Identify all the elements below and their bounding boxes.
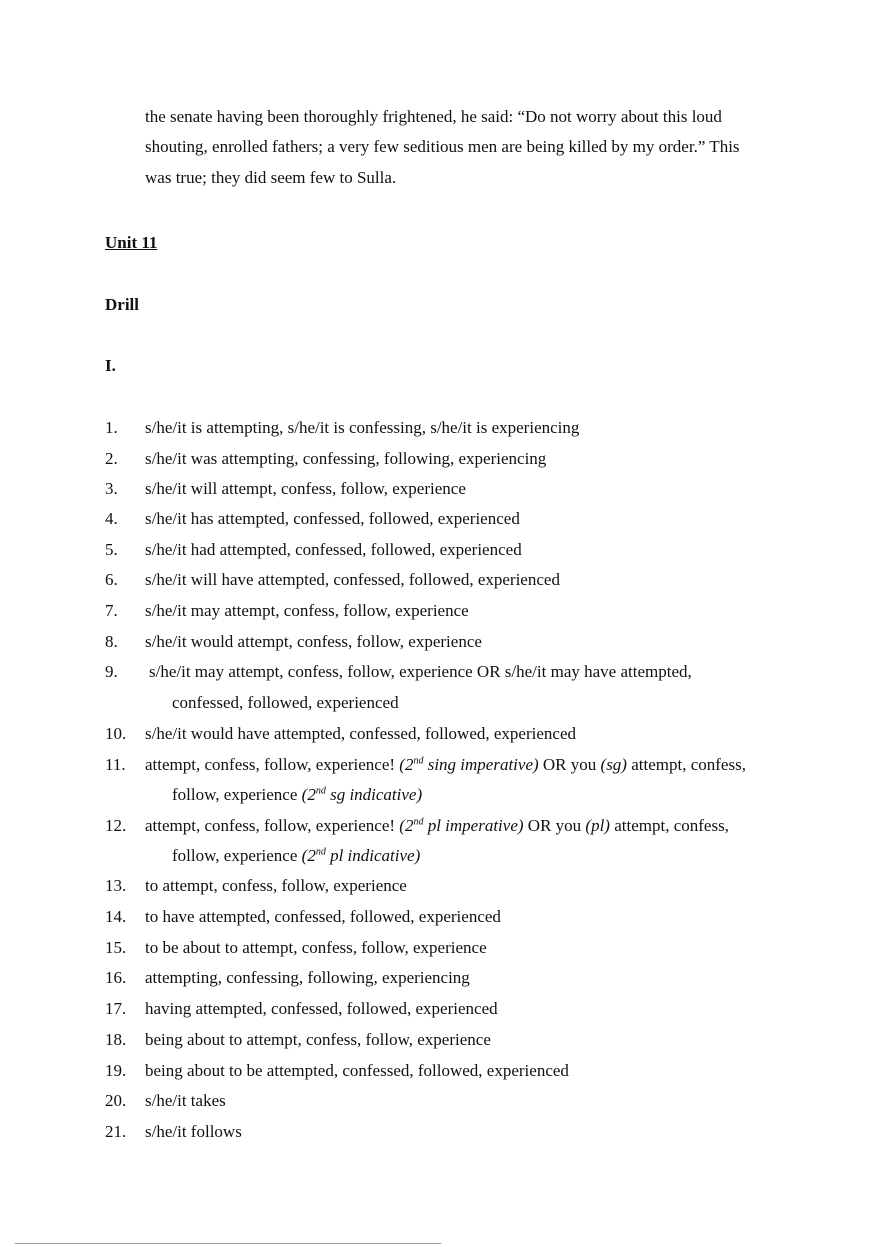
item-text: attempt, confess, bbox=[609, 816, 729, 835]
item-number: 11. bbox=[105, 755, 126, 774]
item-number: 7. bbox=[105, 601, 118, 620]
list-item: having attempted, confessed, followed, experienced bbox=[145, 999, 498, 1018]
drill-title: Drill bbox=[105, 295, 139, 314]
list-item: s/he/it will attempt, confess, follow, experience bbox=[145, 479, 466, 498]
list-item: s/he/it would have attempted, confessed, followed, experienced bbox=[145, 724, 576, 743]
item-text: follow, experience bbox=[172, 846, 302, 865]
intro-line-1: the senate having been thoroughly frightened, he said: “Do not worry about this loud bbox=[145, 107, 722, 126]
item-italic-note: (2nd pl imperative) bbox=[399, 816, 524, 835]
item-number: 16. bbox=[105, 968, 127, 987]
item-number: 20. bbox=[105, 1091, 127, 1110]
list-item: s/he/it was attempting, confessing, following, experiencing bbox=[145, 449, 547, 468]
intro-line-3: was true; they did seem few to Sulla. bbox=[145, 168, 397, 187]
list-item: s/he/it will have attempted, confessed, followed, experienced bbox=[145, 570, 560, 589]
item-number: 17. bbox=[105, 999, 127, 1018]
item-number: 5. bbox=[105, 540, 118, 559]
intro-line-2: shouting, enrolled fathers; a very few seditious men are being killed by my order.” This bbox=[145, 137, 740, 156]
list-item-continuation: confessed, followed, experienced bbox=[172, 693, 399, 712]
list-item bbox=[145, 816, 729, 836]
list-item: s/he/it has attempted, confessed, followed, experienced bbox=[145, 509, 520, 528]
item-number: 2. bbox=[105, 449, 118, 468]
list-item: being about to be attempted, confessed, followed, experienced bbox=[145, 1061, 569, 1080]
section-label: I. bbox=[105, 356, 116, 375]
item-number: 8. bbox=[105, 632, 118, 651]
item-number: 9. bbox=[105, 662, 118, 681]
item-text: attempt, confess, follow, experience! bbox=[145, 816, 400, 835]
item-text: OR you bbox=[538, 755, 601, 774]
item-number: 14. bbox=[105, 907, 127, 926]
list-item: s/he/it is attempting, s/he/it is confessing, s/he/it is experiencing bbox=[145, 418, 580, 437]
item-number: 13. bbox=[105, 876, 127, 895]
item-number: 10. bbox=[105, 724, 127, 743]
list-item: attempting, confessing, following, experiencing bbox=[145, 968, 470, 987]
item-number: 1. bbox=[105, 418, 118, 437]
footnote-separator bbox=[15, 1243, 441, 1244]
list-item: s/he/it had attempted, confessed, followed, experienced bbox=[145, 540, 522, 559]
list-item: s/he/it takes bbox=[145, 1091, 226, 1110]
item-text: attempt, confess, bbox=[626, 755, 746, 774]
list-item: to attempt, confess, follow, experience bbox=[145, 876, 407, 895]
item-number: 3. bbox=[105, 479, 118, 498]
item-italic-note: (pl) bbox=[585, 816, 610, 835]
unit-title: Unit 11 bbox=[105, 233, 158, 252]
item-number: 19. bbox=[105, 1061, 127, 1080]
item-text: follow, experience bbox=[172, 785, 302, 804]
list-item: to be about to attempt, confess, follow, experience bbox=[145, 938, 487, 957]
item-number: 21. bbox=[105, 1122, 127, 1141]
list-item: s/he/it may attempt, confess, follow, experience OR s/he/it may have attempted, bbox=[149, 662, 692, 681]
list-item bbox=[145, 755, 746, 775]
list-item: being about to attempt, confess, follow, experience bbox=[145, 1030, 491, 1049]
item-italic-note: (2nd pl indicative) bbox=[301, 846, 421, 865]
item-text: OR you bbox=[523, 816, 586, 835]
item-italic-note: (2nd sing imperative) bbox=[399, 755, 539, 774]
list-item: to have attempted, confessed, followed, experienced bbox=[145, 907, 501, 926]
item-number: 18. bbox=[105, 1030, 127, 1049]
item-number: 4. bbox=[105, 509, 118, 528]
item-italic-note: (2nd sg indicative) bbox=[301, 785, 423, 804]
item-number: 6. bbox=[105, 570, 118, 589]
item-italic-note: (sg) bbox=[600, 755, 627, 774]
list-item: s/he/it would attempt, confess, follow, experience bbox=[145, 632, 482, 651]
list-item: s/he/it may attempt, confess, follow, experience bbox=[145, 601, 469, 620]
item-number: 15. bbox=[105, 938, 127, 957]
list-item-continuation bbox=[172, 846, 420, 866]
item-number: 12. bbox=[105, 816, 127, 835]
item-text: attempt, confess, follow, experience! bbox=[145, 755, 400, 774]
list-item: s/he/it follows bbox=[145, 1122, 242, 1141]
list-item-continuation bbox=[172, 785, 422, 805]
